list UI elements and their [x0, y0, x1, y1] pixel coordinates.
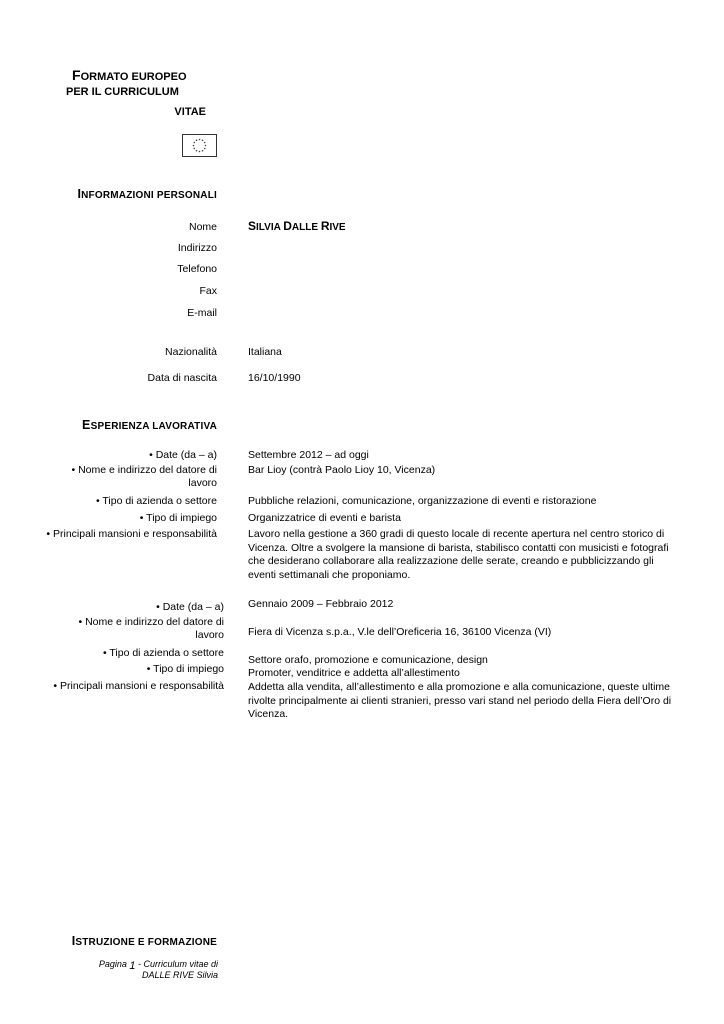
- name-value: SILVIA DALLE RIVE: [248, 219, 346, 233]
- job-type-value: Promoter, venditrice e addetta all’allestimento: [248, 667, 460, 679]
- job-sector-label: • Tipo di azienda o settore: [102, 647, 224, 659]
- birth-date-label: Data di nascita: [147, 372, 217, 384]
- cv-title: [66, 67, 222, 120]
- footer-line-2: DALLE RIVE Silvia: [141, 970, 218, 980]
- address-label: Indirizzo: [177, 242, 217, 254]
- job-duties-label: • Principali mansioni e responsabilità: [53, 680, 224, 692]
- job-dates-value: Gennaio 2009 – Febbraio 2012: [248, 598, 394, 610]
- job-sector-label: • Tipo di azienda o settore: [95, 495, 217, 507]
- title-line-3: VITAE: [174, 106, 206, 118]
- nationality-label: Nazionalità: [165, 346, 217, 358]
- job-employer-label: • Nome e indirizzo del datore di lavoro: [78, 616, 224, 641]
- job-duties-value: Lavoro nella gestione a 360 gradi di questo locale di recente apertura nel centro storico di Vicenza. Oltre a svolgere la mansione di barista, stabilisco contatti con musicisti e fotografi che desiderano collaborare alla realizzazione delle serate, creando e pubblicizzando gli eventi settimanali che proponiamo.: [248, 528, 669, 581]
- job-dates-value: Settembre 2012 – ad oggi: [248, 449, 369, 461]
- eu-flag-icon: [182, 134, 217, 157]
- title-line-2: PER IL CURRICULUM: [66, 86, 179, 98]
- email-label: E-mail: [187, 307, 217, 319]
- page-footer: [60, 959, 218, 981]
- job-employer-label: • Nome e indirizzo del datore di lavoro: [71, 464, 217, 489]
- job-duties-value: Addetta alla vendita, all’allestimento e alla promozione e alla comunicazione, queste ultime rivolte principalmente ai clienti stranieri, presso vari stand nel periodo della Fiera dell’Oro di Vicenza.: [248, 681, 672, 720]
- name-label: Nome: [188, 221, 217, 233]
- job-employer-value: Fiera di Vicenza s.p.a., V.le dell’Oreficeria 16, 36100 Vicenza (VI): [248, 626, 552, 638]
- job-duties-label: • Principali mansioni e responsabilità: [46, 528, 217, 540]
- phone-label: Telefono: [177, 263, 217, 275]
- section-personal-info: INFORMAZIONI PERSONALI: [77, 187, 217, 201]
- page-number: 1: [129, 960, 136, 972]
- birth-date-value: 16/10/1990: [248, 372, 301, 384]
- job-employer-value: Bar Lioy (contrà Paolo Lioy 10, Vicenza): [248, 464, 436, 476]
- job-dates-label: • Date (da – a): [156, 601, 224, 613]
- section-education: ISTRUZIONE E FORMAZIONE: [71, 934, 217, 948]
- job-sector-value: Pubbliche relazioni, comunicazione, organizzazione di eventi e ristorazione: [248, 495, 597, 507]
- job-type-value: Organizzatrice di eventi e barista: [248, 512, 401, 524]
- job-dates-label: • Date (da – a): [149, 449, 217, 461]
- title-line-1: FORMATO EUROPEO: [72, 67, 187, 83]
- section-work-experience: ESPERIENZA LAVORATIVA: [82, 418, 217, 432]
- fax-label: Fax: [199, 285, 217, 297]
- footer-line-1: Pagina 1 - Curriculum vitae di: [98, 959, 218, 972]
- job-type-label: • Tipo di impiego: [146, 663, 224, 675]
- nationality-value: Italiana: [248, 346, 282, 358]
- job-type-label: • Tipo di impiego: [139, 512, 217, 524]
- job-sector-value: Settore orafo, promozione e comunicazione, design: [248, 654, 488, 666]
